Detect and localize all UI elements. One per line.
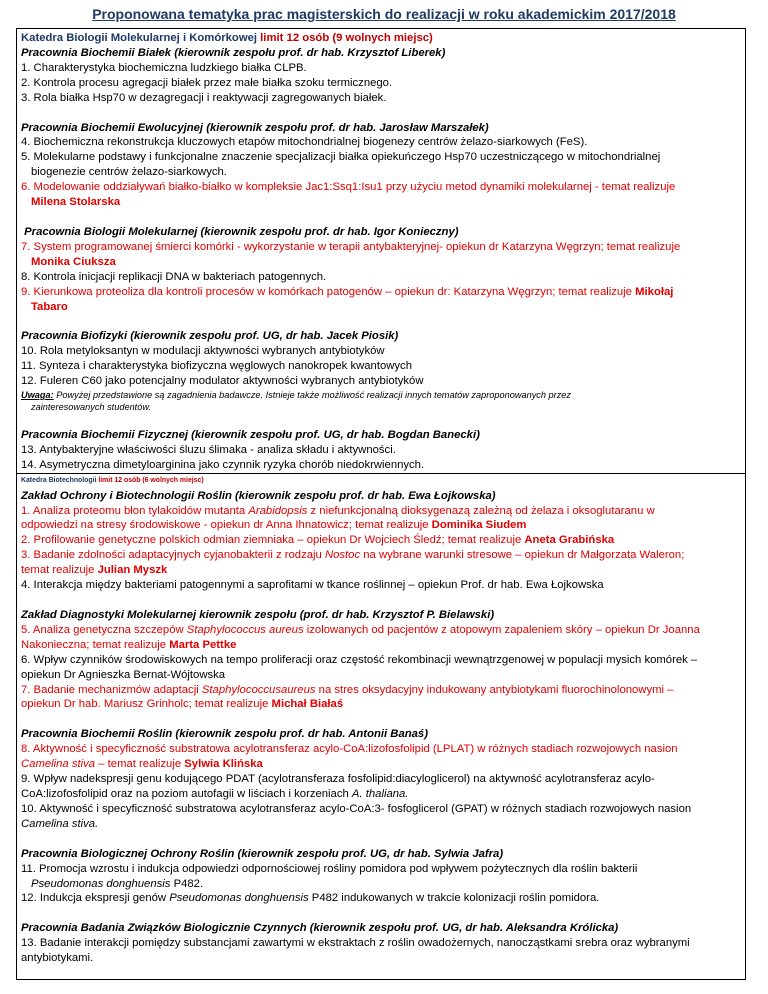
topic-item-assigned: temat realizuje Julian Myszk xyxy=(21,564,168,577)
department-header: Katedra Biotechnologii limit 12 osób (6 wolnych miejsc) xyxy=(17,473,745,489)
topic-item: 6. Wpływ czynników środowiskowych na tempo proliferacji oraz częstość rekombinacji wewnątrzgenowej w populacji mysich komórek – xyxy=(21,653,698,666)
topic-item: 2. Kontrola procesu agregacji białek przez małe białka szoku termicznego. xyxy=(21,76,393,89)
topic-item-assigned: Camelina stiva – temat realizuje Sylwia Klińska xyxy=(21,758,263,771)
topic-item: 4. Biochemiczna rekonstrukcja kluczowych etapów mitochondrialnej biogenezy centrów żelazo-siarkowych (FeS). xyxy=(21,136,588,149)
topic-item-cont: Camelina stiva. xyxy=(21,817,99,830)
topic-item-assigned: 7. System programowanej śmierci komórki - wykorzystanie w terapii antybakteryjnej- opiekun dr Katarzyna Węgrzyn; temat realizuje xyxy=(21,240,681,253)
topic-item: 13. Badanie interakcji pomiędzy substancjami zawartymi w ekstraktach z roślin owadożernych, nanocząstkami srebra oraz wybranymi xyxy=(21,937,690,950)
topic-item: 3. Rola białka Hsp70 w dezagregacji i reaktywacji zagregowanych białek. xyxy=(21,91,387,104)
topic-item: 10. Rola metyloksantyn w modulacji aktywności wybranych antybiotyków xyxy=(21,345,385,358)
topic-item: 9. Wpływ nadekspresji genu kodującego PDAT (acylotransferaza fosfolipid:diacyloglicerol) na aktywność acylotransferaz acylo- xyxy=(21,773,655,786)
lab-name: Pracownia Biochemii Ewolucyjnej (kierownik zespołu prof. dr hab. Jarosław Marszałek) xyxy=(21,121,489,134)
lab-name: Pracownia Biochemii Białek (kierownik zespołu prof. dr hab. Krzysztof Liberek) xyxy=(21,46,446,59)
topic-item-assigned: 3. Badanie zdolności adaptacyjnych cyjanobakterii z rodzaju Nostoc na wybrane warunki stresowe – opiekun dr Małgorzata Waleron; xyxy=(21,549,685,562)
page-title: Proponowana tematyka prac magisterskich do realizacji w roku akademickim 2017/2018 xyxy=(92,6,676,22)
department-header: Katedra Biologii Molekularnej i Komórkowej limit 12 osób (9 wolnych miejsc) xyxy=(21,32,433,44)
topic-item-cont: biogenezie centrów żelazo-siarkowych. xyxy=(31,166,227,179)
topic-item: 14. Asymetryczna dimetyloarginina jako czynnik ryzyka chorób niedokrwiennych. xyxy=(21,458,425,471)
topic-item: 8. Kontrola inicjacji replikacji DNA w bakteriach patogennych. xyxy=(21,270,327,283)
topic-item: 10. Aktywność i specyficzność substratowa acylotransferaz acylo-CoA:3- fosfoglicerol (GPAT) w różnych stadiach rozwojowych nasion xyxy=(21,802,692,815)
lab-name: Pracownia Biochemii Fizycznej (kierownik zespołu prof. UG, dr hab. Bogdan Banecki) xyxy=(21,429,480,442)
topic-item: 4. Interakcja między bakteriami patogennymi a saprofitami w tkance roślinnej – opiekun Prof. dr hab. Ewa Łojkowska xyxy=(21,579,604,592)
topic-item: opiekun Dr Agnieszka Bernat-Wójtowska xyxy=(21,668,226,681)
note: Uwaga: Powyżej przedstawione są zagadnienia badawcze. Istnieje także możliwość realizacji innych tematów zaproponowanych przez xyxy=(21,390,572,401)
student-name: Tabaro xyxy=(31,300,68,313)
student-name: Monika Ciuksza xyxy=(31,255,116,268)
topics-table xyxy=(16,28,746,980)
topic-item-assigned: 9. Kierunkowa proteoliza dla kontroli procesów w komórkach patogenów – opiekun dr: Katarzyna Węgrzyn; temat realizuje Mikołaj xyxy=(21,285,674,298)
lab-name: Pracownia Biofizyki (kierownik zespołu prof. UG, dr hab. Jacek Piosik) xyxy=(21,330,399,343)
lab-name: Pracownia Biologicznej Ochrony Roślin (kierownik zespołu prof. UG, dr hab. Sylwia Jafra) xyxy=(21,847,504,860)
lab-name: Zakład Diagnostyki Molekularnej kierownik zespołu (prof. dr hab. Krzysztof P. Bielawski) xyxy=(21,609,495,621)
topic-item: 1. Charakterystyka biochemiczna ludzkiego białka CLPB. xyxy=(21,61,307,74)
topic-item-assigned: opiekun Dr hab. Mariusz Grinholc; temat realizuje Michał Białaś xyxy=(21,698,344,711)
lab-name: Pracownia Badania Związków Biologicznie Czynnych (kierownik zespołu prof. UG, dr hab. Aleksandra Królicka) xyxy=(21,922,619,935)
topic-item-assigned: Nakonieczna; temat realizuje Marta Pettke xyxy=(21,638,237,651)
topic-item: 13. Antybakteryjne właściwości śluzu ślimaka - analiza składu i aktywności. xyxy=(21,443,396,456)
topic-item-assigned: 5. Analiza genetyczna szczepów Staphylococcus aureus izolowanych od pacjentów z atopowym zapaleniem skóry – opiekun Dr Joanna xyxy=(21,623,700,636)
student-name: Milena Stolarska xyxy=(31,196,121,209)
lab-name: Pracownia Biologii Molekularnej (kierownik zespołu prof. dr hab. Igor Konieczny) xyxy=(24,225,459,238)
lab-name: Pracownia Biochemii Roślin (kierownik zespołu prof. dr hab. Antonii Banaś) xyxy=(21,728,428,741)
topic-item-cont: antybiotykami. xyxy=(21,952,94,965)
topic-item: 11. Promocja wzrostu i indukcja odpowiedzi odpornościowej rośliny pomidora pod wpływem pożytecznych dla roślin bakterii xyxy=(21,862,638,875)
topic-item-assigned: 2. Profilowanie genetyczne polskich odmian ziemniaka – opiekun Dr Wojciech Śledź; temat realizuje Aneta Grabińska xyxy=(21,534,615,547)
topic-item-assigned: 1. Analiza proteomu błon tylakoidów mutanta Arabidopsis z niefunkcjonalną dioksygenazą zależną od żelaza i oksoglutaranu w xyxy=(21,504,655,517)
topic-item-assigned: 7. Badanie mechanizmów adaptacji Staphylococcusaureus na stres oksydacyjny indukowany antybiotykami fluorochinolonowymi – xyxy=(21,683,674,696)
topic-item-assigned: 6. Modelowanie oddziaływań białko-białko w kompleksie Jac1:Ssq1:Isu1 przy użyciu metod dynamiki molekularnej - temat realizuje xyxy=(21,181,676,194)
topic-item: 11. Synteza i charakterystyka biofizyczna węglowych nanokropek kwantowych xyxy=(21,360,412,373)
topic-item: 5. Molekularne podstawy i funkcjonalne znaczenie specjalizacji białka opiekuńczego Hsp70 uczestniczącego w mitochondrialnej xyxy=(21,151,661,164)
lab-name: Zakład Ochrony i Biotechnologii Roślin (kierownik zespołu prof. dr hab. Ewa Łojkowska) xyxy=(21,489,496,502)
topic-item-cont: Pseudomonas donghuensis P482. xyxy=(31,877,204,890)
topic-item: 12. Indukcja ekspresji genów Pseudomonas donghuensis P482 indukowanych w trakcie kolonizacji roślin pomidora. xyxy=(21,892,600,905)
note-cont: zainteresowanych studentów. xyxy=(31,402,152,413)
topic-item: CoA:lizofosfolipid oraz na poziom autofagii w liściach i korzeniach A. thaliana. xyxy=(21,787,409,800)
topic-item-assigned: odpowiedzi na stresy środowiskowe - opiekun dr Anna Ihnatowicz; temat realizuje Dominika Siudem xyxy=(21,519,527,532)
topic-item-assigned: 8. Aktywność i specyficzność substratowa acylotransferaz acylo-CoA:lizofosfolipid (LPLAT) w różnych stadiach rozwojowych nasion xyxy=(21,743,678,756)
topic-item: 12. Fuleren C60 jako potencjalny modulator aktywności wybranych antybiotyków xyxy=(21,375,424,388)
